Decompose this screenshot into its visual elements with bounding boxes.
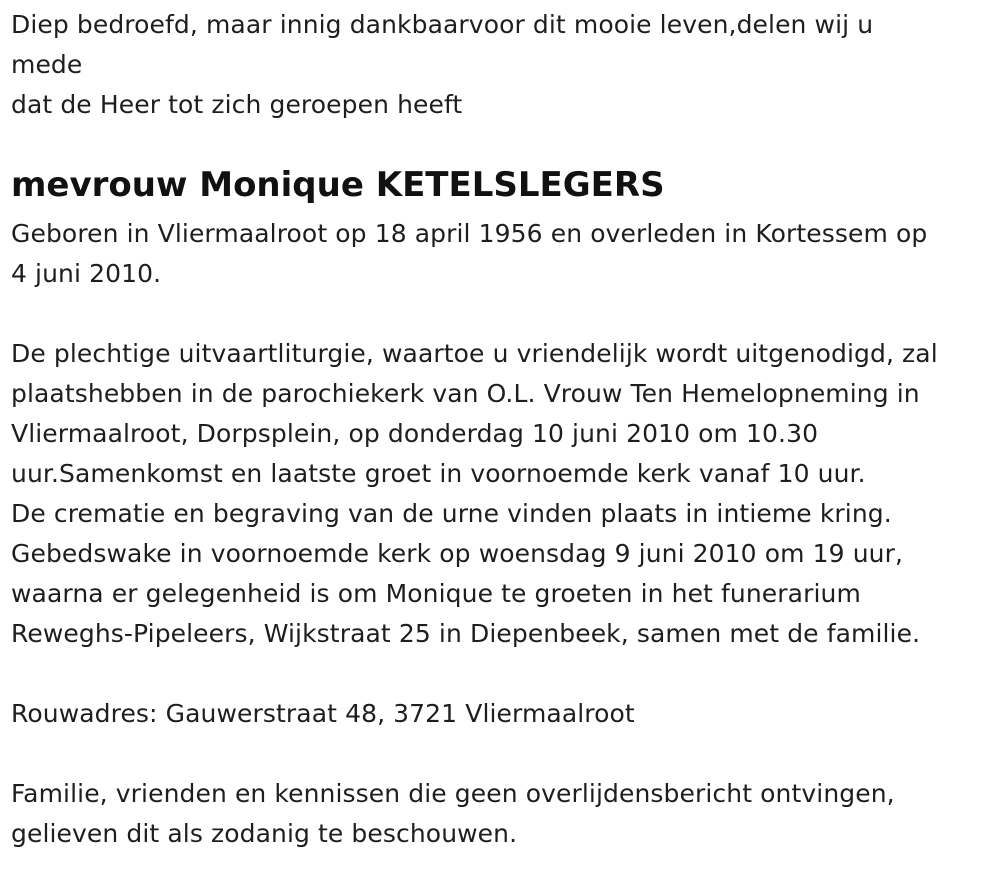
funeral-line-1: De plechtige uitvaartliturgie, waartoe u vriendelijk wordt uitgenodigd, zal: [11, 339, 938, 368]
closing-line-1: Familie, vrienden en kennissen die geen overlijdensbericht ontvingen,: [11, 779, 895, 808]
funeral-line-6: Gebedswake in voornoemde kerk op woensdag 9 juni 2010 om 19 uur,: [11, 539, 904, 568]
funeral-line-2: plaatshebben in de parochiekerk van O.L. Vrouw Ten Hemelopneming in: [11, 379, 920, 408]
closing-line-2: gelieven dit als zodanig te beschouwen.: [11, 819, 518, 848]
funeral-line-8: Reweghs-Pipeleers, Wijkstraat 25 in Diepenbeek, samen met de familie.: [11, 619, 921, 648]
mourning-address: Rouwadres: Gauwerstraat 48, 3721 Vliermaalroot: [11, 699, 635, 728]
funeral-line-3: Vliermaalroot, Dorpsplein, op donderdag 10 juni 2010 om 10.30: [11, 419, 819, 448]
funeral-line-4: uur.Samenkomst en laatste groet in voornoemde kerk vanaf 10 uur.: [11, 459, 866, 488]
deceased-name: mevrouw Monique KETELSLEGERS: [11, 165, 665, 205]
funeral-line-5: De crematie en begraving van de urne vinden plaats in intieme kring.: [11, 499, 892, 528]
intro-line-3: dat de Heer tot zich geroepen heeft: [11, 90, 463, 119]
intro-line-1: Diep bedroefd, maar innig dankbaarvoor dit mooie leven,delen wij u: [11, 10, 874, 39]
birth-line-1: Geboren in Vliermaalroot op 18 april 1956 en overleden in Kortessem op: [11, 219, 928, 248]
intro-line-2: mede: [11, 50, 83, 79]
funeral-line-7: waarna er gelegenheid is om Monique te groeten in het funerarium: [11, 579, 861, 608]
birth-line-2: 4 juni 2010.: [11, 259, 162, 288]
